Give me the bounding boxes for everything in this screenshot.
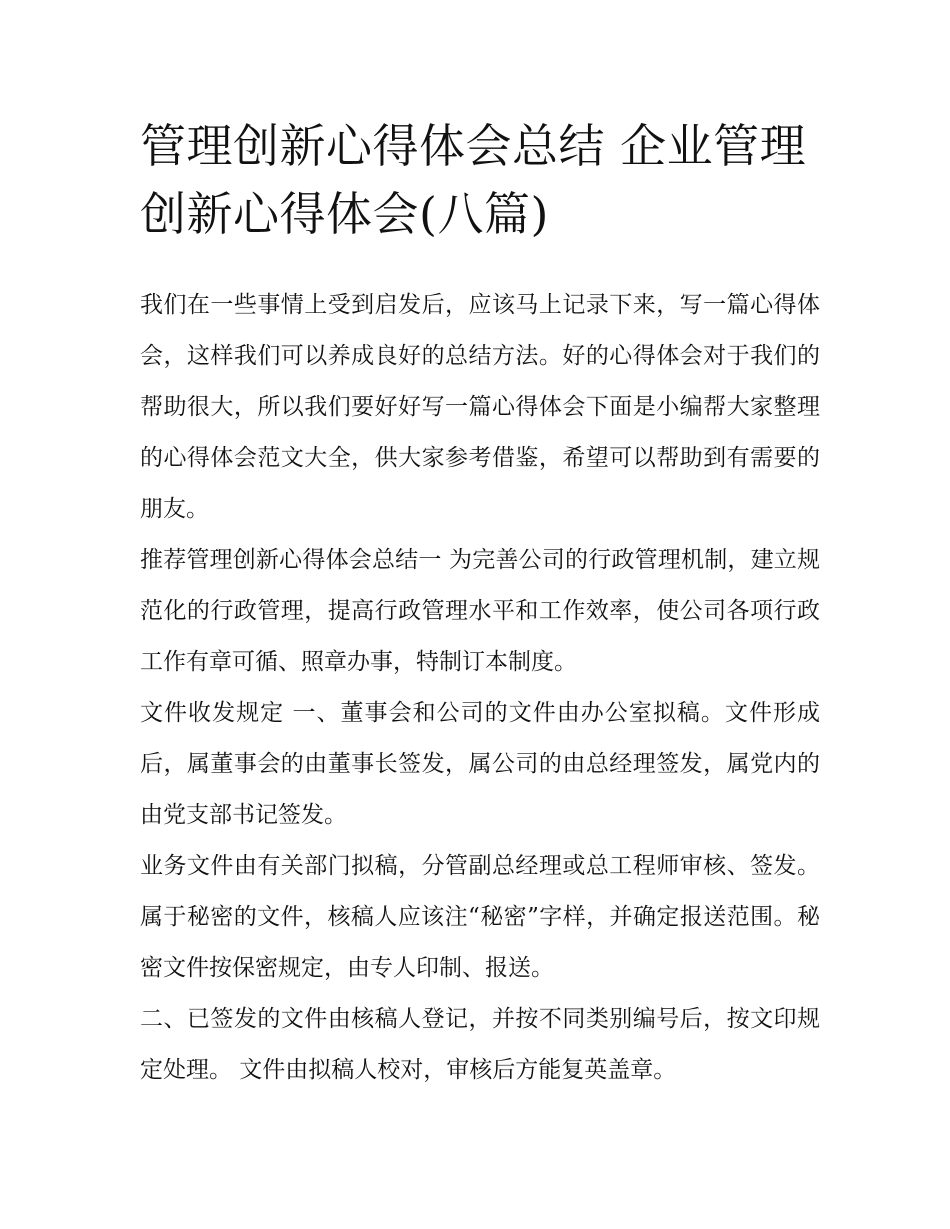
paragraph-file-rules: 文件收发规定 一、董事会和公司的文件由办公室拟稿。文件形成后，属董事会的由董事长签发，属公司的由总经理签发，属党内的由党支部书记签发。 [140, 700, 820, 828]
paragraph-recommend: 推荐管理创新心得体会总结一 为完善公司的行政管理机制，建立规范化的行政管理，提高行政管理水平和工作效率，使公司各项行政工作有章可循、照章办事，特制订本制度。 [140, 547, 820, 675]
paragraph-signed-files: 二、已签发的文件由核稿人登记，并按不同类别编号后，按文印规定处理。 文件由拟稿人校对，审核后方能复英盖章。 [140, 1006, 820, 1083]
paragraph-intro: 我们在一些事情上受到启发后，应该马上记录下来，写一篇心得体会，这样我们可以养成良好的总结方法。好的心得体会对于我们的帮助很大，所以我们要好好写一篇心得体会下面是小编帮大家整理的心得体会范文大全，供大家参考借鉴，希望可以帮助到有需要的朋友。 [140, 292, 820, 522]
paragraph-business-files: 业务文件由有关部门拟稿，分管副总经理或总工程师审核、签发。 属于秘密的文件，核稿人应该注“秘密”字样，并确定报送范围。秘密文件按保密规定，由专人印制、报送。 [140, 853, 820, 981]
document-title: 管理创新心得体会总结 企业管理创新心得体会(八篇) [140, 119, 807, 241]
document-body [140, 280, 820, 1096]
